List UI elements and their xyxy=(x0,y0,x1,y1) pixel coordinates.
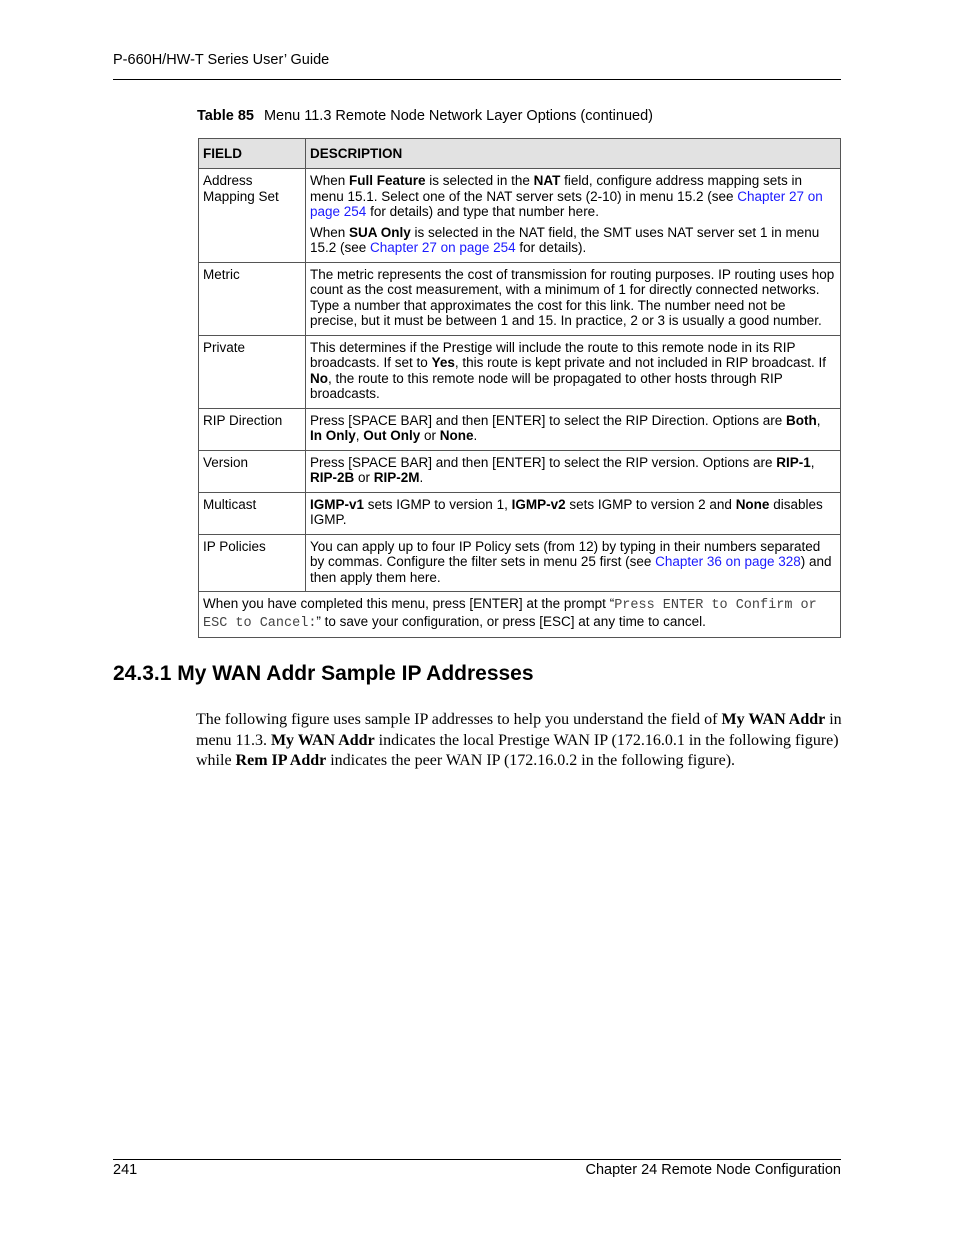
table-row xyxy=(199,450,841,492)
table-row xyxy=(199,335,841,408)
field-description: IGMP-v1 sets IGMP to version 1, IGMP-v2 sets IGMP to version 2 and None disables IGMP. xyxy=(306,492,841,534)
field-name: Multicast xyxy=(199,492,306,534)
field-name: Version xyxy=(199,450,306,492)
field-name: Metric xyxy=(199,262,306,335)
running-footer-chapter: Chapter 24 Remote Node Configuration xyxy=(585,1162,841,1178)
table-row xyxy=(199,492,841,534)
body-paragraph: The following figure uses sample IP addresses to help you understand the field of My WAN Addr in menu 11.3. My WAN Addr indicates the local Prestige WAN IP (172.16.0.1 in the following figure) while Rem IP Addr indicates the peer WAN IP (172.16.0.2 in the following figure). xyxy=(196,711,842,769)
table-row xyxy=(199,408,841,450)
table-row xyxy=(199,169,841,263)
chapter-link[interactable]: Chapter 27 on page 254 xyxy=(310,188,823,219)
section-heading: 24.3.1 My WAN Addr Sample IP Addresses xyxy=(113,662,534,685)
field-description: Press [SPACE BAR] and then [ENTER] to select the RIP Direction. Options are Both, In Only, Out Only or None. xyxy=(306,408,841,450)
field-name: Address Mapping Set xyxy=(199,169,306,263)
field-name: Private xyxy=(199,335,306,408)
network-layer-options-table xyxy=(198,138,841,638)
field-name: IP Policies xyxy=(199,534,306,592)
running-header: P-660H/HW-T Series User’ Guide xyxy=(113,52,330,68)
description-paragraph: When Full Feature is selected in the NAT field, configure address mapping sets in menu 15.1. Select one of the NAT server sets (2-10) in menu 15.2 (see Chapter 27 on page 254 for details) and type that number here. xyxy=(310,173,823,219)
table-header-row xyxy=(199,139,841,169)
table-footer-row xyxy=(199,592,841,638)
table-number: Table 85 xyxy=(197,108,254,124)
field-description: This determines if the Prestige will include the route to this remote node in its RIP broadcasts. If set to Yes, this route is kept private and not included in RIP broadcast. If No, the route to this remote node will be propagated to other hosts through RIP broadcasts. xyxy=(306,335,841,408)
field-description: The metric represents the cost of transmission for routing purposes. IP routing uses hop count as the cost measurement, with a minimum of 1 for directly connected networks. Type a number that approximates the cost for this link. The number need not be precise, but it must be between 1 and 15. In practice, 2 or 3 is usually a good number. xyxy=(306,262,841,335)
field-description: You can apply up to four IP Policy sets (from 12) by typing in their numbers separated by commas. Configure the filter sets in menu 25 first (see Chapter 36 on page 328) and then apply them here. xyxy=(306,534,841,592)
prompt-text: Press ENTER to Confirm or ESC to Cancel: xyxy=(203,598,817,631)
column-header-field: FIELD xyxy=(199,139,306,169)
table-row xyxy=(199,262,841,335)
completion-note: When you have completed this menu, press [ENTER] at the prompt “Press ENTER to Confirm or ESC to Cancel:” to save your configuration, or press [ESC] at any time to cancel. xyxy=(199,592,841,638)
header-divider xyxy=(113,79,841,80)
footer-divider xyxy=(113,1159,841,1160)
chapter-link[interactable]: Chapter 36 on page 328 xyxy=(655,554,801,569)
description-paragraph: When SUA Only is selected in the NAT field, the SMT uses NAT server set 1 in menu 15.2 (see Chapter 27 on page 254 for details). xyxy=(310,224,820,255)
field-description: Press [SPACE BAR] and then [ENTER] to select the RIP version. Options are RIP-1, RIP-2B or RIP-2M. xyxy=(306,450,841,492)
chapter-link[interactable]: Chapter 27 on page 254 xyxy=(370,240,516,255)
page-number: 241 xyxy=(113,1162,138,1178)
table-caption xyxy=(197,108,653,124)
field-description xyxy=(306,169,841,263)
table-row xyxy=(199,534,841,592)
column-header-description: DESCRIPTION xyxy=(306,139,841,169)
table-title: Menu 11.3 Remote Node Network Layer Options (continued) xyxy=(263,108,653,124)
field-name: RIP Direction xyxy=(199,408,306,450)
